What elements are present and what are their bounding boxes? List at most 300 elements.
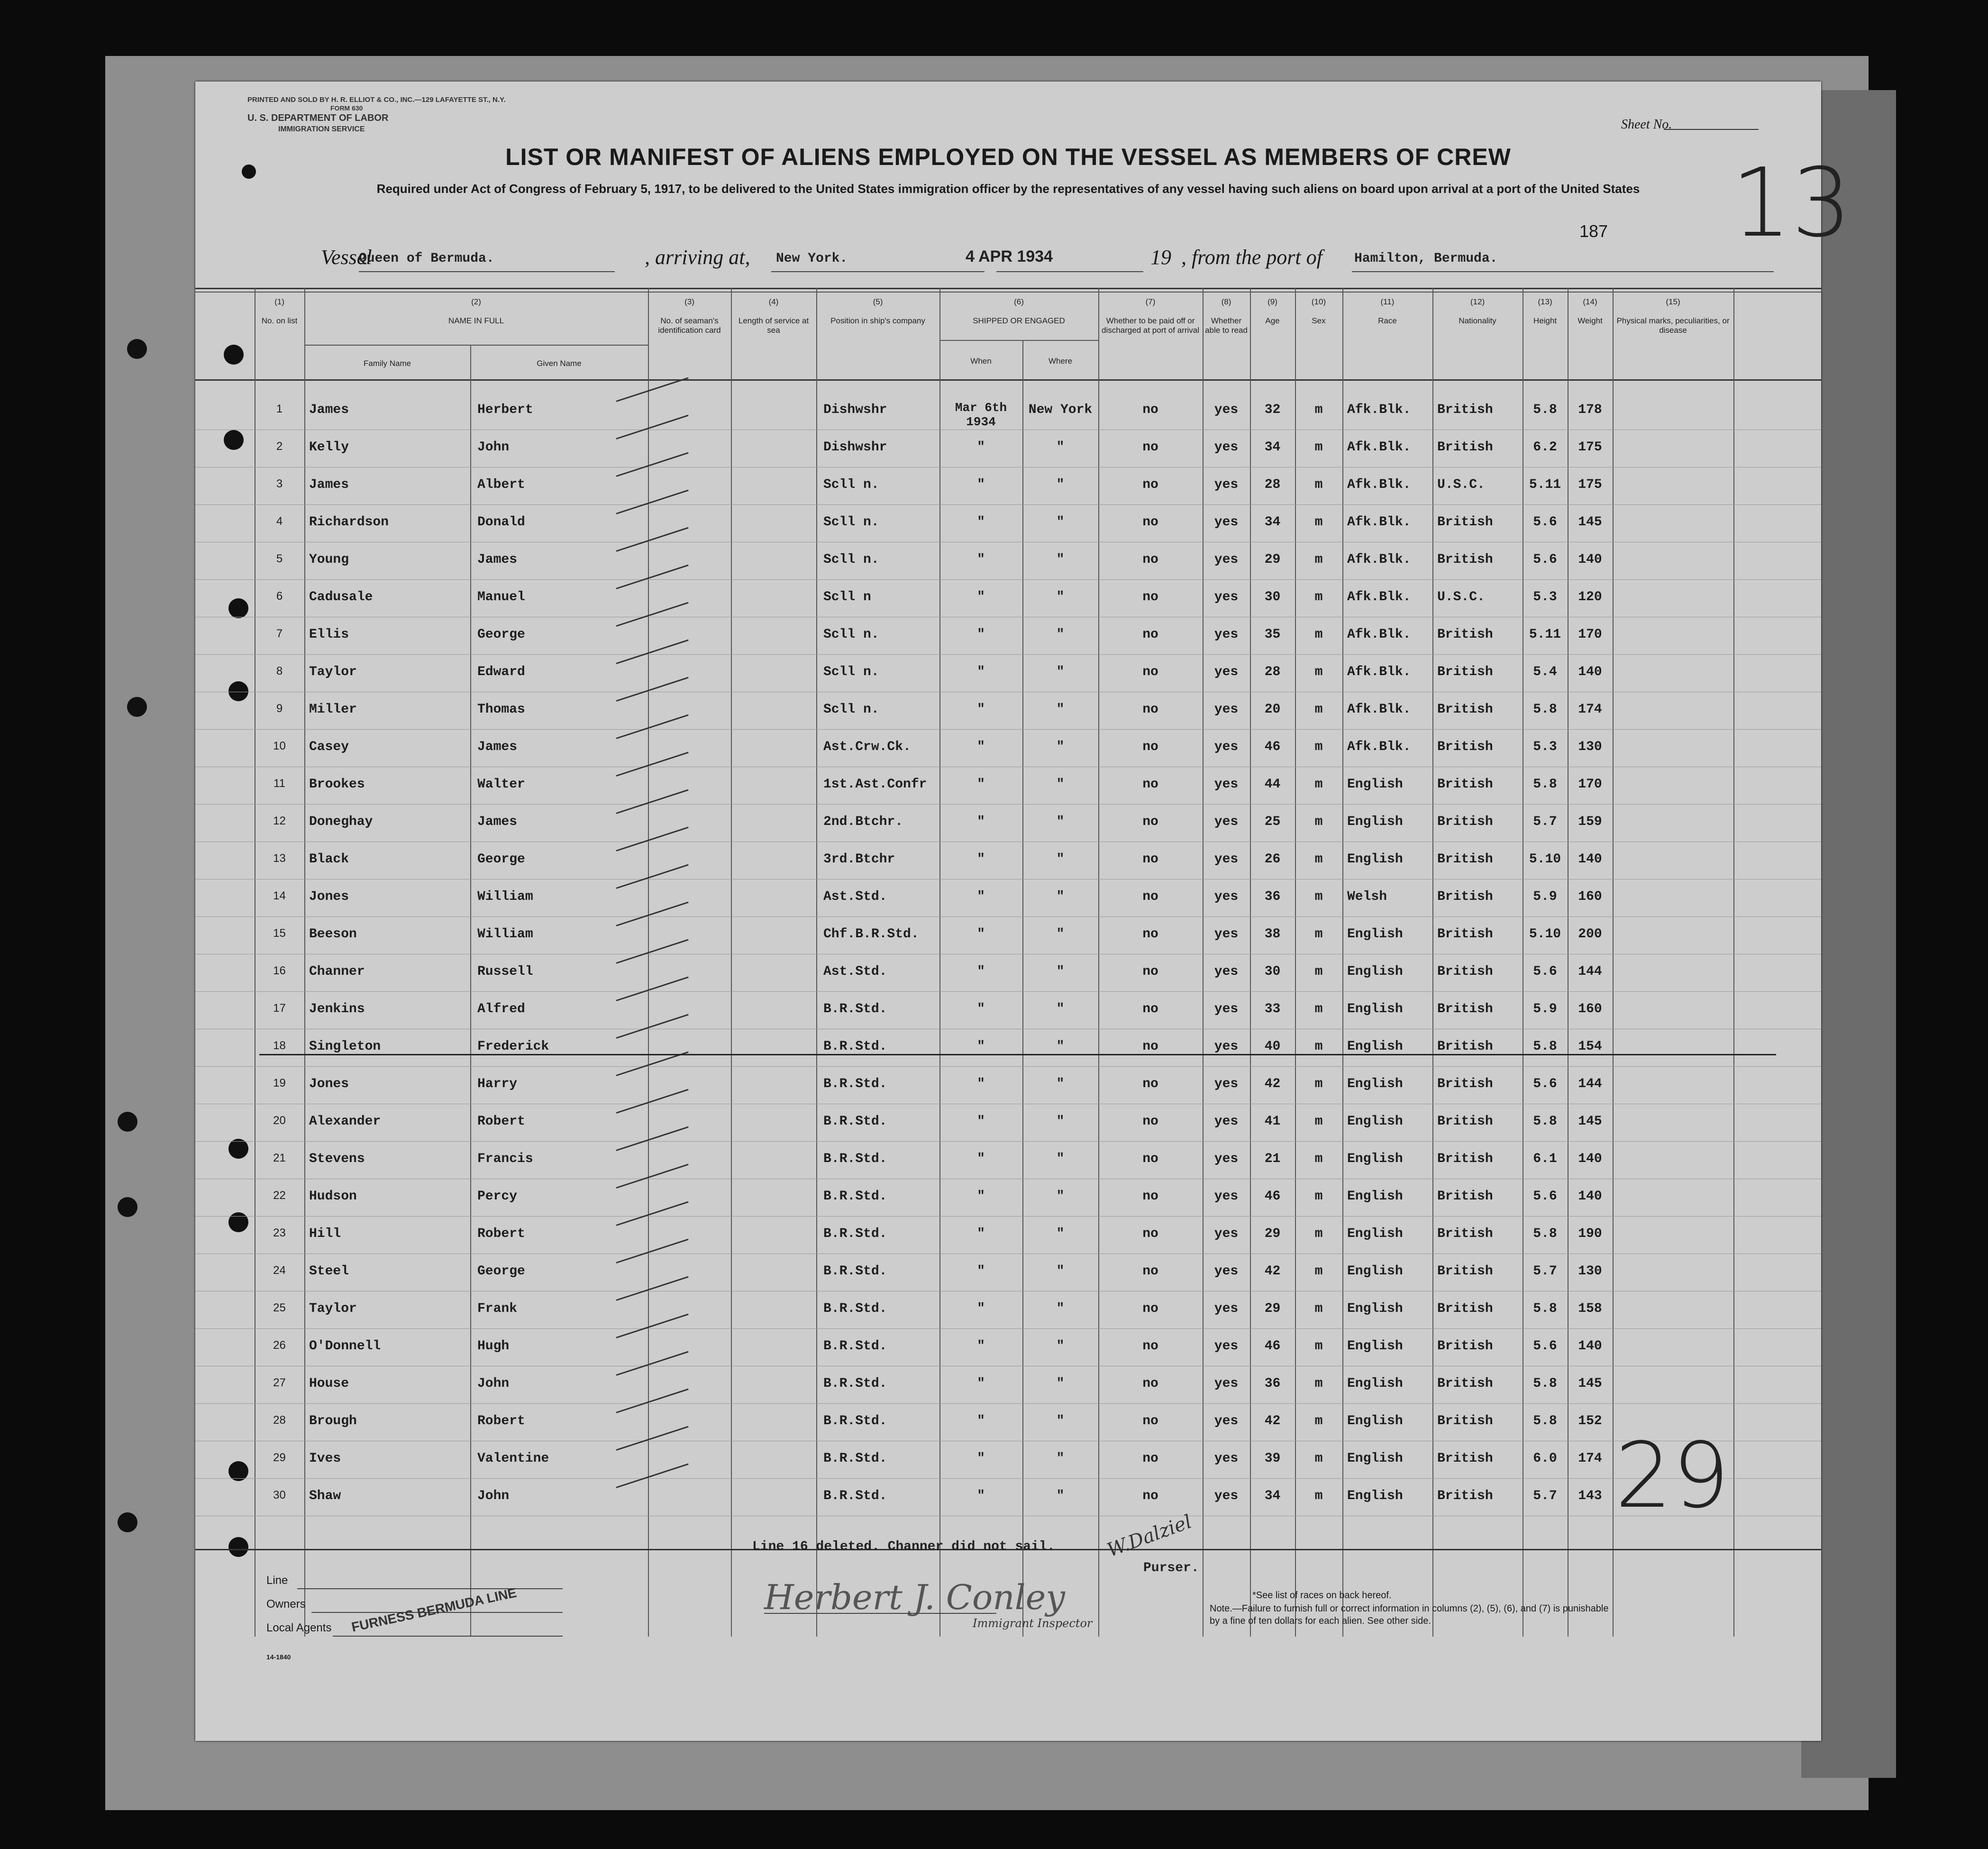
arriving-port: New York.	[776, 251, 848, 266]
deleted-note: Line 16 deleted. Channer did not sail.	[752, 1539, 1055, 1554]
cell-nationality: British	[1437, 889, 1493, 904]
cell-weight: 140	[1578, 665, 1602, 679]
sheet-mark: 13	[1731, 148, 1852, 258]
cell-height: 5.3	[1533, 590, 1557, 604]
cell-paid: no	[1142, 1376, 1158, 1391]
cell-race: Afk.Blk.	[1347, 740, 1411, 754]
cell-height: 5.6	[1533, 515, 1557, 530]
cell-family: Stevens	[309, 1152, 365, 1166]
cell-given: John	[477, 1376, 510, 1391]
cell-position: B.R.Std.	[823, 1039, 887, 1054]
cell-height: 5.8	[1533, 1114, 1557, 1129]
cell-n: 21	[273, 1152, 286, 1164]
vessel-name: Queen of Bermuda.	[359, 251, 494, 266]
cell-paid: no	[1142, 590, 1158, 604]
cell-age: 26	[1264, 852, 1281, 867]
cell-nationality: British	[1437, 1077, 1493, 1091]
cell-where: "	[1056, 552, 1065, 567]
cell-position: Scll n	[823, 590, 871, 604]
cell-n: 7	[276, 627, 283, 640]
cell-age: 42	[1264, 1414, 1281, 1428]
owners-label: Owners	[266, 1598, 306, 1611]
cell-weight: 175	[1578, 477, 1602, 492]
table-row	[195, 1403, 1821, 1441]
manifest-number: 187	[1579, 221, 1608, 241]
cell-position: B.R.Std.	[823, 1002, 887, 1016]
cell-given: Francis	[477, 1152, 533, 1166]
cell-family: Steel	[309, 1264, 349, 1279]
cell-when: "	[977, 477, 985, 492]
table-row	[195, 654, 1821, 692]
cell-n: 2	[276, 440, 283, 453]
cell-read: yes	[1214, 889, 1239, 904]
cell-nationality: British	[1437, 515, 1493, 530]
cell-paid: no	[1142, 1039, 1158, 1054]
form-number: FORM 630	[330, 104, 363, 112]
cell-weight: 160	[1578, 1002, 1602, 1016]
cell-n: 17	[273, 1002, 286, 1015]
cell-when: "	[977, 927, 985, 942]
cell-when: "	[977, 1114, 985, 1129]
date-underline	[996, 271, 1143, 272]
cell-n: 18	[273, 1039, 286, 1052]
cell-n: 23	[273, 1227, 286, 1239]
cell-sex: m	[1314, 1114, 1323, 1129]
cell-position: B.R.Std.	[823, 1114, 887, 1129]
cell-sex: m	[1314, 403, 1323, 417]
col-header-where: Where	[1048, 357, 1073, 366]
cell-family: Jenkins	[309, 1002, 365, 1016]
col-header-id-card: (3) No. of seaman's identification card	[658, 297, 721, 335]
cell-age: 29	[1264, 1301, 1281, 1316]
cell-given: John	[477, 440, 510, 455]
cell-position: Dishwshr	[823, 403, 887, 417]
cell-family: Shaw	[309, 1489, 341, 1503]
cell-nationality: British	[1437, 627, 1493, 642]
cell-when: "	[977, 1301, 985, 1316]
cell-race: English	[1347, 1414, 1403, 1428]
cell-sex: m	[1314, 815, 1323, 829]
cell-weight: 140	[1578, 1152, 1602, 1166]
cell-age: 46	[1264, 740, 1281, 754]
cell-read: yes	[1214, 552, 1239, 567]
cell-given: Robert	[477, 1227, 525, 1241]
cell-where: "	[1056, 1189, 1065, 1204]
cell-n: 16	[273, 964, 286, 977]
cell-when: "	[977, 815, 985, 829]
vessel-label: Vessel	[321, 246, 372, 269]
cell-paid: no	[1142, 1189, 1158, 1204]
cell-weight: 145	[1578, 515, 1602, 530]
cell-weight: 158	[1578, 1301, 1602, 1316]
cell-position: B.R.Std.	[823, 1301, 887, 1316]
cell-family: Jones	[309, 1077, 349, 1091]
cell-family: Richardson	[309, 515, 389, 530]
cell-read: yes	[1214, 1264, 1239, 1279]
cell-family: Black	[309, 852, 349, 867]
stamp-date: 4 APR 1934	[966, 247, 1053, 265]
table-row	[195, 504, 1821, 542]
cell-family: Alexander	[309, 1114, 381, 1129]
cell-paid: no	[1142, 665, 1158, 679]
cell-when: "	[977, 702, 985, 717]
cell-weight: 175	[1578, 440, 1602, 455]
cell-read: yes	[1214, 1152, 1239, 1166]
cell-n: 5	[276, 552, 283, 565]
table-row	[195, 1029, 1821, 1067]
cell-paid: no	[1142, 1152, 1158, 1166]
col-header-given: Given Name	[537, 359, 582, 368]
cell-height: 5.7	[1533, 1264, 1557, 1279]
cell-height: 5.8	[1533, 403, 1557, 417]
cell-paid: no	[1142, 477, 1158, 492]
cell-read: yes	[1214, 1301, 1239, 1316]
cell-family: House	[309, 1376, 349, 1391]
cell-height: 6.1	[1533, 1152, 1557, 1166]
cell-sex: m	[1314, 852, 1323, 867]
cell-height: 5.3	[1533, 740, 1557, 754]
cell-when: "	[977, 1414, 985, 1428]
cell-weight: 178	[1578, 403, 1602, 417]
cell-race: Afk.Blk.	[1347, 702, 1411, 717]
cell-race: Afk.Blk.	[1347, 665, 1411, 679]
cell-where: "	[1056, 889, 1065, 904]
cell-where: "	[1056, 1414, 1065, 1428]
cell-age: 44	[1264, 777, 1281, 792]
purser-signature: W.Dalziel	[1104, 1510, 1195, 1562]
cell-position: Scll n.	[823, 702, 879, 717]
cell-paid: no	[1142, 889, 1158, 904]
table-row	[195, 767, 1821, 805]
table-row	[195, 617, 1821, 655]
vessel-underline	[359, 271, 615, 272]
cell-given: George	[477, 852, 525, 867]
cell-where: "	[1056, 815, 1065, 829]
crew-rows	[195, 392, 1821, 1530]
cell-given: James	[477, 740, 518, 754]
cell-given: Donald	[477, 515, 525, 530]
cell-race: English	[1347, 852, 1403, 867]
cell-when: "	[977, 1451, 985, 1466]
cell-where: "	[1056, 777, 1065, 792]
count-mark: 29	[1615, 1423, 1730, 1528]
cell-given: Edward	[477, 665, 525, 679]
cell-family: Ellis	[309, 627, 349, 642]
cell-n: 25	[273, 1301, 286, 1314]
table-row	[195, 1179, 1821, 1217]
cell-read: yes	[1214, 1039, 1239, 1054]
first-row-when: Mar 6th 1934	[955, 401, 1007, 429]
cell-age: 39	[1264, 1451, 1281, 1466]
cell-n: 14	[273, 889, 286, 902]
cell-position: Ast.Std.	[823, 889, 887, 904]
cell-weight: 130	[1578, 1264, 1602, 1279]
cell-where: "	[1056, 964, 1065, 979]
binder-hole	[118, 1112, 137, 1132]
cell-height: 5.8	[1533, 777, 1557, 792]
cell-sex: m	[1314, 1339, 1323, 1354]
cell-height: 5.6	[1533, 1339, 1557, 1354]
cell-where: "	[1056, 1264, 1065, 1279]
table-row	[195, 1328, 1821, 1366]
cell-height: 5.6	[1533, 964, 1557, 979]
cell-read: yes	[1214, 477, 1239, 492]
cell-height: 5.8	[1533, 1301, 1557, 1316]
cell-paid: no	[1142, 740, 1158, 754]
cell-read: yes	[1214, 1489, 1239, 1503]
cell-position: Dishwshr	[823, 440, 887, 455]
cell-position: B.R.Std.	[823, 1339, 887, 1354]
cell-given: Robert	[477, 1114, 525, 1129]
cell-where: "	[1056, 1489, 1065, 1503]
cell-read: yes	[1214, 927, 1239, 942]
cell-nationality: British	[1437, 552, 1493, 567]
cell-read: yes	[1214, 403, 1239, 417]
cell-weight: 145	[1578, 1376, 1602, 1391]
cell-family: Jones	[309, 889, 349, 904]
cell-sex: m	[1314, 1489, 1323, 1503]
cell-n: 12	[273, 815, 286, 827]
table-row	[195, 430, 1821, 467]
cell-when: "	[977, 627, 985, 642]
cell-n: 24	[273, 1264, 286, 1277]
cell-n: 30	[273, 1489, 286, 1501]
cell-nationality: British	[1437, 777, 1493, 792]
cell-height: 5.11	[1529, 477, 1561, 492]
cell-weight: 160	[1578, 889, 1602, 904]
cell-sex: m	[1314, 1301, 1323, 1316]
cell-where: "	[1056, 1376, 1065, 1391]
cell-where: "	[1056, 1002, 1065, 1016]
cell-age: 41	[1264, 1114, 1281, 1129]
cell-age: 33	[1264, 1002, 1281, 1016]
department: U. S. DEPARTMENT OF LABOR	[247, 113, 389, 123]
cell-paid: no	[1142, 964, 1158, 979]
binder-hole	[118, 1512, 137, 1532]
cell-weight: 140	[1578, 1189, 1602, 1204]
cell-where: "	[1056, 440, 1065, 455]
cell-race: English	[1347, 1039, 1403, 1054]
cell-n: 8	[276, 665, 283, 677]
cell-n: 9	[276, 702, 283, 715]
col-header-position: (5) Position in ship's company	[830, 297, 925, 325]
cell-paid: no	[1142, 1227, 1158, 1241]
cell-n: 10	[273, 740, 286, 752]
cell-paid: no	[1142, 552, 1158, 567]
cell-paid: no	[1142, 403, 1158, 417]
cell-n: 1	[276, 403, 283, 415]
cell-position: 2nd.Btchr.	[823, 815, 903, 829]
cell-age: 34	[1264, 515, 1281, 530]
col-header-height: (13) Height	[1533, 297, 1557, 325]
cell-height: 5.7	[1533, 1489, 1557, 1503]
manifest-page	[195, 82, 1852, 1741]
cell-family: Casey	[309, 740, 349, 754]
cell-when: "	[977, 740, 985, 754]
cell-where: "	[1056, 1152, 1065, 1166]
cell-when: "	[977, 1376, 985, 1391]
cell-race: Afk.Blk.	[1347, 515, 1411, 530]
cell-family: Singleton	[309, 1039, 381, 1054]
table-row	[195, 542, 1821, 580]
cell-read: yes	[1214, 1414, 1239, 1428]
cell-age: 20	[1264, 702, 1281, 717]
cell-age: 35	[1264, 627, 1281, 642]
cell-age: 46	[1264, 1189, 1281, 1204]
cell-weight: 140	[1578, 1339, 1602, 1354]
cell-read: yes	[1214, 1227, 1239, 1241]
cell-nationality: U.S.C.	[1437, 477, 1485, 492]
cell-age: 40	[1264, 1039, 1281, 1054]
from-underline	[1352, 271, 1774, 272]
cell-age: 46	[1264, 1339, 1281, 1354]
cell-read: yes	[1214, 1339, 1239, 1354]
inspector-signature: Herbert J. Conley	[764, 1577, 1065, 1617]
cell-n: 4	[276, 515, 283, 528]
furness-stamp: FURNESS BERMUDA LINE	[350, 1585, 518, 1635]
cell-given: Frank	[477, 1301, 518, 1316]
cell-position: Scll n.	[823, 515, 879, 530]
cell-family: Miller	[309, 702, 357, 717]
year-label: 19	[1150, 246, 1171, 269]
cell-n: 3	[276, 477, 283, 490]
cell-family: Hudson	[309, 1189, 357, 1204]
purser-label: Purser.	[1143, 1561, 1199, 1575]
cell-race: English	[1347, 1301, 1403, 1316]
cell-height: 5.8	[1533, 1039, 1557, 1054]
cell-position: Scll n.	[823, 665, 879, 679]
cell-where: "	[1056, 702, 1065, 717]
cell-paid: no	[1142, 515, 1158, 530]
cell-nationality: British	[1437, 665, 1493, 679]
table-row	[195, 842, 1821, 879]
cell-age: 28	[1264, 665, 1281, 679]
cell-when: "	[977, 964, 985, 979]
cell-sex: m	[1314, 1227, 1323, 1241]
cell-nationality: British	[1437, 1189, 1493, 1204]
cell-paid: no	[1142, 1414, 1158, 1428]
cell-sex: m	[1314, 1152, 1323, 1166]
cell-nationality: British	[1437, 1227, 1493, 1241]
cell-position: Scll n.	[823, 477, 879, 492]
table-row	[195, 954, 1821, 992]
cell-family: O'Donnell	[309, 1339, 381, 1354]
cell-n: 28	[273, 1414, 286, 1427]
col-header-race: (11) Race	[1378, 297, 1397, 325]
cell-given: Valentine	[477, 1451, 549, 1466]
cell-n: 22	[273, 1189, 286, 1202]
cell-height: 5.6	[1533, 552, 1557, 567]
cell-paid: no	[1142, 852, 1158, 867]
cell-sex: m	[1314, 777, 1323, 792]
cell-where: "	[1056, 477, 1065, 492]
cell-read: yes	[1214, 702, 1239, 717]
cell-nationality: British	[1437, 403, 1493, 417]
cell-weight: 154	[1578, 1039, 1602, 1054]
col-header-service: (4) Length of service at sea	[738, 297, 809, 335]
cell-weight: 190	[1578, 1227, 1602, 1241]
cell-height: 5.11	[1529, 627, 1561, 642]
cell-given: George	[477, 1264, 525, 1279]
cell-n: 19	[273, 1077, 286, 1089]
cell-where: "	[1056, 852, 1065, 867]
cell-age: 29	[1264, 552, 1281, 567]
cell-family: Taylor	[309, 1301, 357, 1316]
col-header-age: (9) Age	[1265, 297, 1280, 325]
col-header-sex: (10) Sex	[1311, 297, 1326, 325]
cell-position: B.R.Std.	[823, 1414, 887, 1428]
cell-where: "	[1056, 1301, 1065, 1316]
cell-given: Percy	[477, 1189, 518, 1204]
sheet-no-line	[1664, 129, 1759, 130]
cell-where: "	[1056, 1077, 1065, 1091]
from-port: Hamilton, Bermuda.	[1354, 251, 1498, 266]
cell-race: Afk.Blk.	[1347, 590, 1411, 604]
cell-nationality: British	[1437, 964, 1493, 979]
cell-nationality: British	[1437, 1264, 1493, 1279]
cell-when: "	[977, 1152, 985, 1166]
cell-height: 5.6	[1533, 1189, 1557, 1204]
cell-sex: m	[1314, 1414, 1323, 1428]
col-header-weight: (14) Weight	[1578, 297, 1603, 325]
table-row	[195, 1216, 1821, 1254]
cell-read: yes	[1214, 1077, 1239, 1091]
cell-weight: 144	[1578, 1077, 1602, 1091]
table-row	[195, 1141, 1821, 1179]
col-header-read: (8) Whether able to read	[1205, 297, 1248, 335]
cell-sex: m	[1314, 889, 1323, 904]
cell-age: 36	[1264, 1376, 1281, 1391]
cell-height: 5.8	[1533, 1227, 1557, 1241]
cell-position: B.R.Std.	[823, 1264, 887, 1279]
cell-race: English	[1347, 1339, 1403, 1354]
cell-when: "	[977, 590, 985, 604]
cell-paid: no	[1142, 1489, 1158, 1503]
cell-n: 20	[273, 1114, 286, 1127]
cell-race: Afk.Blk.	[1347, 552, 1411, 567]
cell-n: 13	[273, 852, 286, 865]
cell-weight: 120	[1578, 590, 1602, 604]
cell-when: "	[977, 1489, 985, 1503]
table-row	[195, 879, 1821, 917]
cell-weight: 130	[1578, 740, 1602, 754]
cell-read: yes	[1214, 515, 1239, 530]
cell-paid: no	[1142, 1451, 1158, 1466]
cell-paid: no	[1142, 1264, 1158, 1279]
cell-position: B.R.Std.	[823, 1227, 887, 1241]
inspector-label: Immigrant Inspector	[973, 1617, 1093, 1630]
cell-given: Alfred	[477, 1002, 525, 1016]
cell-age: 34	[1264, 1489, 1281, 1503]
cell-nationality: British	[1437, 1002, 1493, 1016]
cell-when: "	[977, 515, 985, 530]
cell-sex: m	[1314, 590, 1323, 604]
cell-read: yes	[1214, 964, 1239, 979]
table-row	[195, 1441, 1821, 1479]
cell-nationality: British	[1437, 1376, 1493, 1391]
cell-height: 5.8	[1533, 702, 1557, 717]
cell-when: "	[977, 777, 985, 792]
page-title: LIST OR MANIFEST OF ALIENS EMPLOYED ON THE VESSEL AS MEMBERS OF CREW	[505, 144, 1511, 170]
crew-table	[195, 288, 1821, 1637]
cell-when: "	[977, 552, 985, 567]
cell-weight: 170	[1578, 627, 1602, 642]
sheet-no-label: Sheet No.	[1621, 117, 1672, 132]
cell-family: Channer	[309, 964, 365, 979]
cell-age: 42	[1264, 1077, 1281, 1091]
cell-position: 3rd.Btchr	[823, 852, 895, 867]
cell-age: 36	[1264, 889, 1281, 904]
